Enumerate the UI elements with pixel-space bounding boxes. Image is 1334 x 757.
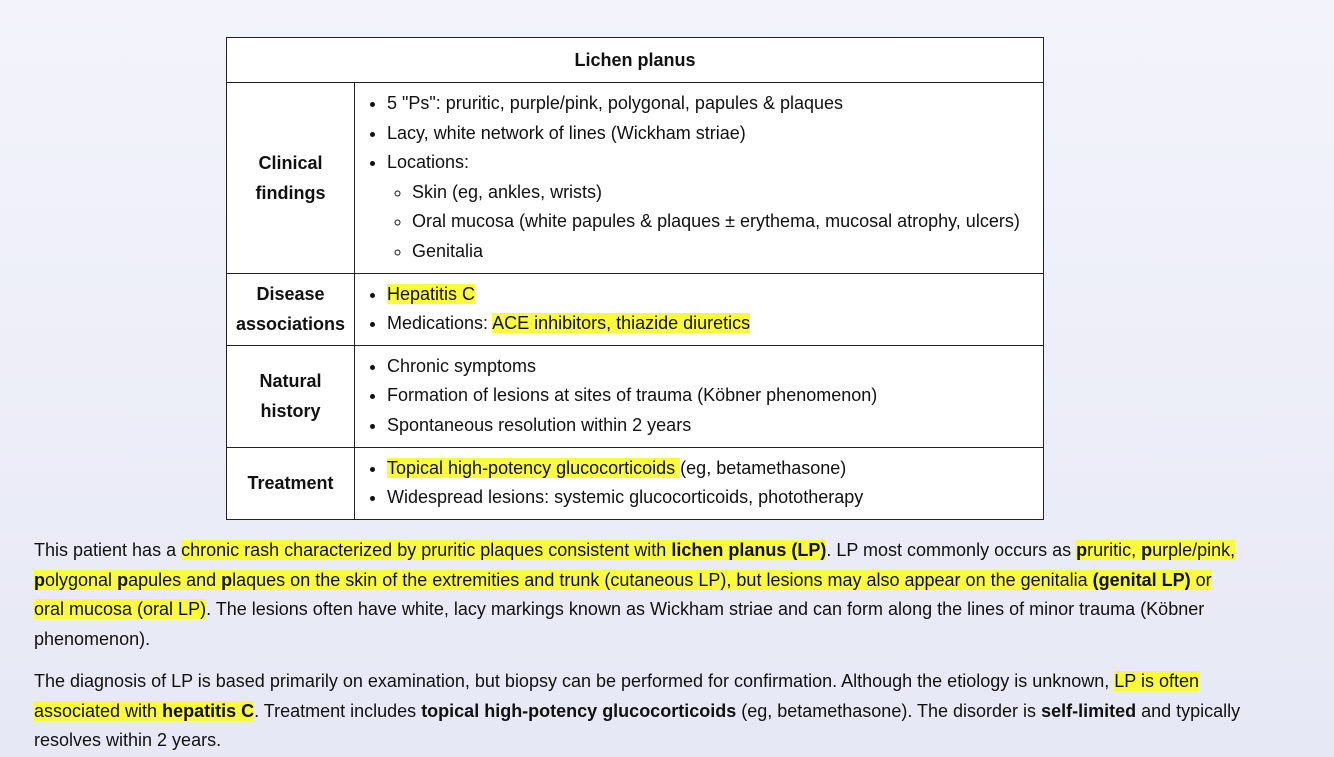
bullet-list [355, 352, 1043, 441]
row-label-natural-history: Natural history [227, 345, 355, 447]
highlight: Hepatitis C [387, 283, 476, 304]
row-content-clinical-findings [355, 83, 1044, 274]
bullet-list [355, 454, 1043, 513]
row-content-natural-history [355, 345, 1044, 447]
highlight: ACE inhibitors, thiazide diuretics [492, 313, 751, 334]
table-row-clinical-findings [227, 83, 1044, 274]
bullet-list [355, 280, 1043, 339]
list-item: • 5 "Ps": pruritic, purple/pink, polygonal, papules & plaques [387, 89, 1043, 119]
row-label-treatment: Treatment [227, 447, 355, 519]
list-item: • Medications: ACE inhibitors, thiazide diuretics [387, 309, 1043, 339]
table-header-row [227, 38, 1044, 83]
sub-bullet-list [387, 178, 1043, 267]
lichen-planus-table [226, 37, 1044, 520]
highlight: LP is often associated with hepatitis C [34, 671, 1200, 721]
sub-list-item: ◦ Genitalia [412, 237, 1043, 267]
table-row-natural-history [227, 345, 1044, 447]
highlight: chronic rash characterized by pruritic plaques consistent with lichen planus (LP) [181, 540, 827, 560]
list-item: • Spontaneous resolution within 2 years [387, 411, 1043, 441]
row-content-disease-associations [355, 273, 1044, 345]
highlight: Topical high-potency glucocorticoids [387, 457, 681, 478]
explanation-paragraph-1: This patient has a chronic rash characterized by pruritic plaques consistent with lichen planus (LP). LP most commonly occurs as pruritic, purple/pink, polygonal papules and plaques on the skin of the extremities and trunk (cutaneous LP), but lesions may also appear on the genitalia (genital LP) or oral mucosa (oral LP). The lesions often have white, lacy markings known as Wickham striae and can form along the lines of minor trauma (Köbner phenomenon). [34, 540, 1236, 649]
list-item: • Formation of lesions at sites of trauma (Köbner phenomenon) [387, 381, 1043, 411]
row-label-disease-associations: Disease associations [227, 273, 355, 345]
list-item: • Chronic symptoms [387, 352, 1043, 382]
row-content-treatment [355, 447, 1044, 519]
row-label-clinical-findings: Clinical findings [227, 83, 355, 274]
explanation-paragraph-2: The diagnosis of LP is based primarily on examination, but biopsy can be performed for confirmation. Although the etiology is unknown, LP is often associated with hepatitis C. Treatment includes topical high-potency glucocorticoids (eg, betamethasone). The disorder is self-limited and typically resolves within 2 years. [34, 671, 1241, 751]
table-title: Lichen planus [227, 38, 1044, 83]
list-item [387, 280, 1043, 310]
list-item: • Lacy, white network of lines (Wickham striae) [387, 119, 1043, 149]
bullet-list [355, 89, 1043, 267]
highlight: pruritic, purple/pink, polygonal papules and plaques on the skin of the extremities and trunk (cutaneous LP), but lesions may also appear on the genitalia (genital LP) or oral mucosa (oral LP) [34, 540, 1236, 620]
list-item: • Locations: ◦ Skin (eg, ankles, wrists) ◦ Oral mucosa (white papules & plaques ± erythema, mucosal atrophy, ulcers) ◦ Genitalia [387, 148, 1043, 266]
sub-list-item: ◦ Skin (eg, ankles, wrists) [412, 178, 1043, 208]
table-row-disease-associations [227, 273, 1044, 345]
sub-list-item: ◦ Oral mucosa (white papules & plaques ± erythema, mucosal atrophy, ulcers) [412, 207, 1043, 237]
table-row-treatment [227, 447, 1044, 519]
list-item: • Topical high-potency glucocorticoids (eg, betamethasone) [387, 454, 1043, 484]
list-item: • Widespread lesions: systemic glucocorticoids, phototherapy [387, 483, 1043, 513]
